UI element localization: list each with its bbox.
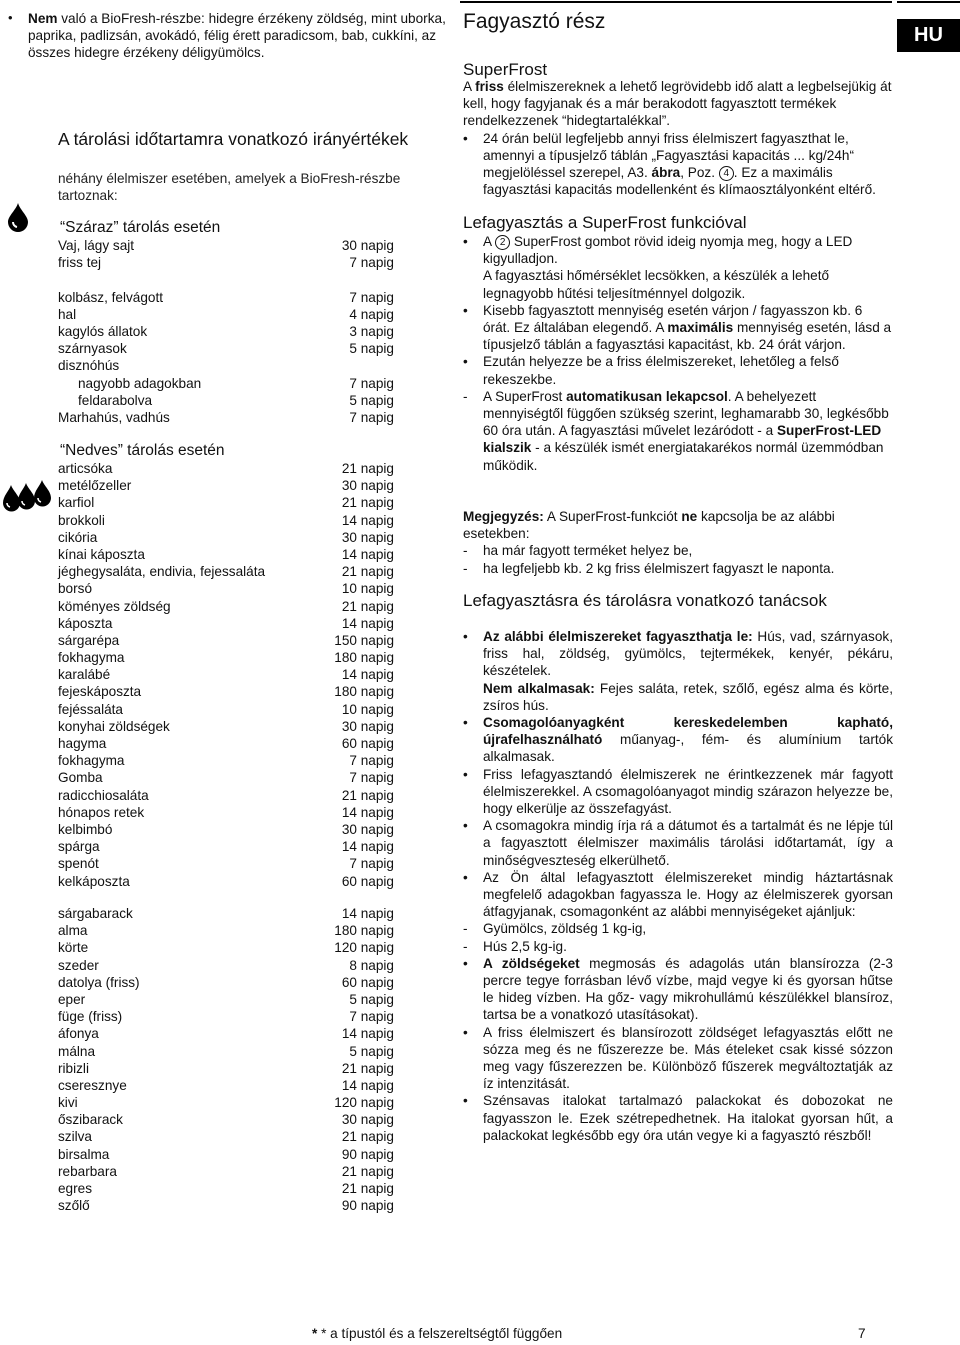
superfrost-heading: SuperFrost	[463, 60, 548, 79]
tip-8: • Szénsavas italokat tartalmazó palackokat és dobozokat ne fagyasszon le. Ezek szétrepedhetnek. Ha italokat gyorsan hűt, a palackokat legkésőbb egy óra után vegye ki a fagyasztó részből!	[463, 1093, 893, 1143]
superfrost-button-badge: 2	[495, 235, 510, 250]
food-name: alma	[58, 923, 88, 939]
storage-duration: 5 napig	[349, 341, 394, 357]
food-name: kivi	[58, 1095, 78, 1111]
storage-row	[58, 1180, 394, 1197]
food-name: metélőzeller	[58, 478, 132, 494]
food-name: kelkáposzta	[58, 873, 130, 889]
food-name: fejeskáposzta	[58, 684, 142, 700]
storage-row	[58, 991, 394, 1008]
storage-row	[58, 769, 394, 786]
storage-row	[58, 323, 394, 340]
storage-row	[58, 529, 394, 546]
tip-5: • Az Ön által lefagyasztott élelmiszereket mindig háztartásnak megfelelő adagokban fagyassza le. Hogy az élelmiszerek gyorsan átfagyjanak, csomagonként az alábbi mennyiségeket ajánljuk:	[463, 869, 893, 920]
storage-row	[58, 1025, 394, 1042]
activation-heading: Lefagyasztás a SuperFrost funkcióval	[463, 213, 747, 232]
storage-heading: A tárolási időtartamra vonatkozó irányértékek	[58, 129, 409, 149]
dash-marker: -	[463, 921, 468, 937]
storage-duration: 7 napig	[349, 255, 394, 271]
top-rule	[460, 1, 892, 3]
language-badge: HU	[897, 19, 960, 52]
food-name: fokhagyma	[58, 753, 125, 769]
food-name: kagylós állatok	[58, 323, 148, 339]
storage-duration: 90 napig	[341, 1198, 394, 1214]
storage-row	[58, 1128, 394, 1145]
footer-note: * * a típustól és a felszereltségtől függően	[312, 1326, 563, 1341]
storage-row	[58, 787, 394, 804]
food-name: őszibarack	[58, 1112, 123, 1128]
storage-row	[58, 649, 394, 666]
storage-row	[58, 683, 394, 700]
activation-step-1: • A 2 SuperFrost gombot rövid ideig nyomja meg, hogy a LED kigyulladjon.	[463, 234, 853, 267]
tip-5-meat: - Hús 2,5 kg-ig.	[463, 938, 567, 954]
dash-marker: -	[463, 388, 468, 404]
storage-duration: 21 napig	[341, 564, 394, 580]
tip-2: • Csomagolóanyagként kereskedelemben kapható, újrafelhasználható műanyag-, fém- és alumínium tartók alkalmasak.	[463, 715, 893, 765]
food-name: szilva	[58, 1129, 92, 1145]
food-name: disznóhús	[58, 358, 120, 374]
bullet-icon: •	[463, 302, 468, 318]
bullet-icon: •	[463, 766, 468, 782]
bullet-icon: •	[463, 955, 468, 971]
storage-row	[58, 289, 394, 306]
bullet-icon: •	[463, 715, 468, 731]
food-name: cseresznye	[58, 1077, 127, 1093]
storage-duration: 7 napig	[349, 1009, 394, 1025]
bullet-icon: •	[463, 1024, 468, 1040]
bullet-icon: •	[463, 629, 468, 644]
storage-row	[58, 1146, 394, 1163]
tips-heading: Lefagyasztásra és tárolásra vonatkozó tanácsok	[463, 591, 827, 610]
food-name: feldarabolva	[78, 392, 153, 408]
storage-row	[58, 821, 394, 838]
position-number-badge: 4	[719, 166, 734, 181]
storage-duration: 14 napig	[341, 615, 394, 631]
activation-step-3: • Ezután helyezze be a friss élelmiszereket, lehetőleg a felső rekeszekbe.	[463, 354, 839, 387]
storage-duration: 21 napig	[341, 1181, 394, 1196]
food-name: cikória	[58, 529, 98, 545]
storage-duration: 30 napig	[341, 718, 394, 734]
dash-marker: -	[463, 938, 468, 954]
bullet-icon: •	[463, 869, 468, 885]
intro-bold: Nem	[28, 11, 58, 26]
storage-row	[58, 392, 394, 409]
storage-duration: 7 napig	[349, 856, 394, 872]
food-name: málna	[58, 1043, 96, 1059]
food-name: hónapos retek	[58, 804, 145, 820]
food-name: áfonya	[58, 1026, 99, 1042]
storage-duration: 30 napig	[341, 1112, 394, 1128]
storage-row	[58, 340, 394, 357]
storage-duration: 7 napig	[349, 770, 394, 786]
storage-row	[58, 666, 394, 683]
storage-duration: 60 napig	[341, 736, 394, 751]
storage-duration: 5 napig	[349, 1043, 394, 1059]
storage-duration: 180 napig	[334, 923, 394, 939]
storage-duration: 150 napig	[334, 632, 394, 648]
storage-row	[58, 1163, 394, 1180]
food-name: kelbimbó	[58, 821, 113, 837]
storage-duration: 21 napig	[341, 461, 394, 476]
storage-row	[58, 494, 394, 511]
food-name: fejéssaláta	[58, 701, 123, 717]
tip-1: • Az alábbi élelmiszereket fagyaszthatja le: Hús, vad, szárnyasok, friss hal, zöldség, gyümölcs, tejtermékek, kenyér, pékáru, készételek.	[463, 629, 893, 679]
page-number: 7	[858, 1326, 866, 1341]
storage-row	[58, 460, 394, 477]
food-name: spenót	[58, 856, 99, 872]
storage-row	[58, 306, 394, 323]
food-name: articsóka	[58, 461, 113, 476]
storage-row	[58, 804, 394, 821]
tip-7: • A friss élelmiszert és blansírozott zöldséget lefagyasztás előtt ne sózza meg és ne fűszerezze be. Más ételeket csak kissé sózzon meg vagy fűszerezzen be. Különböző fűszerek megváltoztatják az íz intenzitását.	[463, 1024, 893, 1092]
storage-duration: 60 napig	[341, 974, 394, 990]
food-name: birsalma	[58, 1146, 110, 1162]
food-name: borsó	[58, 581, 93, 597]
storage-row	[58, 580, 394, 597]
superfrost-paragraph: A friss élelmiszereknek a lehető legrövidebb idő alatt a legbelsejükig át kell, hogy fagyjanak és a már berakodott fagyasztott termékek rendelkezzenek “hidegtartalékkal”.	[463, 79, 892, 129]
food-name: Marhahús, vadhús	[58, 409, 170, 425]
storage-duration: 7 napig	[349, 289, 394, 305]
bullet-icon: •	[463, 234, 468, 249]
activation-block	[463, 233, 893, 474]
storage-row	[58, 254, 394, 271]
activation-step-1-cont: A fagyasztási hőmérséklet lecsökken, a készülék a lehető legnagyobb hűtési teljesítménnyel dolgozik.	[483, 268, 830, 301]
storage-row	[58, 701, 394, 718]
bullet-icon: •	[463, 818, 468, 834]
dash-marker: -	[463, 560, 468, 576]
storage-row	[58, 1008, 394, 1025]
food-name: Vaj, lágy sajt	[58, 238, 135, 253]
storage-row	[58, 855, 394, 872]
food-name: nagyobb adagokban	[78, 375, 202, 391]
storage-row	[58, 477, 394, 494]
storage-duration: 180 napig	[334, 684, 394, 700]
storage-duration: 7 napig	[349, 409, 394, 425]
food-name: füge (friss)	[58, 1009, 123, 1025]
food-name: fokhagyma	[58, 650, 125, 666]
storage-duration: 60 napig	[341, 873, 394, 889]
dry-storage-list	[58, 237, 394, 426]
tip-5-fruit-veg: - Gyümölcs, zöldség 1 kg-ig,	[463, 921, 647, 937]
storage-duration: 10 napig	[341, 701, 394, 717]
tip-3: • Friss lefagyasztandó élelmiszerek ne érintkezzenek már fagyott élelmiszerekkel. A csomagolóanyagot mindig szárazon helyezze be, hogy elkerülje az összefagyást.	[463, 766, 893, 817]
storage-duration: 4 napig	[349, 306, 394, 322]
food-name: szárnyasok	[58, 341, 127, 357]
food-name: eper	[58, 991, 86, 1007]
storage-duration: 5 napig	[349, 991, 394, 1007]
food-name: sárgabarack	[58, 906, 133, 921]
storage-duration: 3 napig	[349, 323, 394, 339]
storage-duration: 14 napig	[341, 839, 394, 855]
food-name: radicchiosaláta	[58, 787, 149, 803]
storage-row	[58, 546, 394, 563]
wet-section-title: “Nedves” tárolás esetén	[60, 442, 225, 459]
storage-duration: 21 napig	[341, 787, 394, 803]
storage-duration: 14 napig	[341, 667, 394, 683]
storage-row	[58, 974, 394, 991]
storage-duration: 14 napig	[341, 1077, 394, 1093]
food-name: hal	[58, 306, 77, 322]
storage-duration: 14 napig	[341, 512, 394, 528]
bullet-icon: •	[463, 1093, 468, 1109]
food-name: egres	[58, 1181, 93, 1196]
storage-row	[58, 563, 394, 580]
bullet-icon: •	[463, 354, 468, 370]
storage-row	[58, 512, 394, 529]
food-name: sárgarépa	[58, 632, 120, 648]
storage-duration: 14 napig	[341, 546, 394, 562]
wet-fruits-list	[58, 905, 394, 1214]
superfrost-block	[463, 78, 893, 198]
food-name: karfiol	[58, 495, 95, 511]
storage-row	[58, 409, 394, 426]
storage-row	[58, 1060, 394, 1077]
food-name: kínai káposzta	[58, 546, 145, 562]
storage-row	[58, 1111, 394, 1128]
top-rule-badge	[897, 1, 960, 3]
storage-duration: 10 napig	[341, 581, 394, 597]
note-paragraph: Megjegyzés: A SuperFrost-funkciót ne kapcsolja be az alábbi esetekben:	[463, 509, 835, 542]
food-name: szeder	[58, 957, 99, 973]
tip-6: • A zöldségeket megmosás és adagolás után blansírozza (2-3 percre tegye forrásban lévő vízbe, majd vegye ki és gyorsan hűtse le hideg vízben. Ha gőz- vagy mikrohullámú készülékkel blansíroz, tartsa be a vonatkozó utasításokat).	[463, 955, 893, 1023]
activation-step-2: • Kisebb fagyasztott mennyiség esetén várjon / fagyasszon kb. 6 órát. Ez általában elegendő. A maximális mennyiség esetén, lásd a típusjelző táblán a fagyasztási kapacitást, kb. 24 órát várjon.	[463, 302, 892, 353]
storage-row	[58, 598, 394, 615]
intro-text: való a BioFresh-részbe: hidegre érzékeny zöldség, mint uborka, paprika, padlizsán, avokádó, félig érett paradicsom, bab, cukkíni, az összes hidegre érzékeny déligyümölcs.	[28, 11, 446, 61]
tips-block	[463, 628, 893, 1144]
storage-row	[58, 615, 394, 632]
section-title: Fagyasztó rész	[463, 10, 606, 33]
storage-duration: 5 napig	[349, 392, 394, 408]
food-name: konyhai zöldségek	[58, 718, 170, 734]
storage-row	[58, 1077, 394, 1094]
food-name: datolya (friss)	[58, 974, 140, 990]
food-name: karalábé	[58, 667, 111, 683]
food-name: kolbász, felvágott	[58, 289, 164, 305]
note-block	[463, 508, 893, 577]
storage-row	[58, 632, 394, 649]
food-name: köményes zöldség	[58, 598, 171, 614]
triple-drop-icon	[2, 479, 52, 515]
storage-duration: 21 napig	[341, 1060, 394, 1076]
storage-duration: 120 napig	[334, 940, 394, 956]
storage-subheading: néhány élelmiszer esetében, amelyek a BioFresh-részbe tartoznak:	[58, 171, 401, 204]
storage-duration: 14 napig	[341, 906, 394, 921]
storage-duration: 30 napig	[341, 821, 394, 837]
food-name: brokkoli	[58, 512, 105, 528]
note-case-2: - ha legfeljebb kb. 2 kg friss élelmiszert fagyaszt le naponta.	[463, 560, 835, 576]
storage-duration: 90 napig	[341, 1146, 394, 1162]
dry-section-title: “Száraz” tárolás esetén	[60, 219, 221, 236]
storage-row	[58, 1094, 394, 1111]
storage-row	[58, 718, 394, 735]
storage-row	[58, 957, 394, 974]
storage-row	[58, 735, 394, 752]
storage-duration: 21 napig	[341, 1129, 394, 1145]
list-spacer	[58, 271, 394, 288]
storage-duration: 7 napig	[349, 753, 394, 769]
storage-row	[58, 922, 394, 939]
storage-duration: 14 napig	[341, 804, 394, 820]
food-name: szőlő	[58, 1198, 90, 1214]
bullet-icon: •	[8, 10, 13, 25]
food-name: rebarbara	[58, 1163, 117, 1179]
storage-row	[58, 1197, 394, 1214]
storage-duration: 30 napig	[341, 478, 394, 494]
food-name: friss tej	[58, 255, 102, 271]
wet-vegetables-list	[58, 460, 394, 890]
storage-row	[58, 838, 394, 855]
food-name: spárga	[58, 839, 100, 855]
storage-row	[58, 237, 394, 254]
food-name: káposzta	[58, 615, 113, 631]
intro-bullet	[8, 10, 448, 62]
storage-duration: 14 napig	[341, 1026, 394, 1042]
note-case-1: - ha már fagyott terméket helyez be,	[463, 543, 693, 559]
storage-duration: 7 napig	[349, 375, 394, 391]
storage-duration: 8 napig	[349, 957, 394, 973]
storage-row	[58, 375, 394, 392]
food-name: ribizli	[58, 1060, 89, 1076]
storage-duration: 30 napig	[341, 529, 394, 545]
storage-row	[58, 905, 394, 922]
food-name: hagyma	[58, 736, 107, 751]
storage-row	[58, 873, 394, 890]
storage-duration: 180 napig	[334, 650, 394, 666]
storage-duration: 21 napig	[341, 598, 394, 614]
storage-row	[58, 752, 394, 769]
storage-duration: 30 napig	[341, 238, 394, 253]
storage-row	[58, 357, 394, 374]
tip-4: • A csomagokra mindig írja rá a dátumot és a tartalmát és ne lépje túl a fagyasztott élelmiszer maximális tárolási időtartamát, így a minőségveszteség elkerülhető.	[463, 818, 893, 868]
storage-row	[58, 1043, 394, 1060]
food-name: jéghegysaláta, endivia, fejessaláta	[58, 564, 266, 580]
storage-row	[58, 939, 394, 956]
single-drop-icon	[7, 202, 29, 232]
tip-1-not-suitable: Nem alkalmasak: Fejes saláta, retek, szőlő, egész alma és körte, zsíros hús.	[483, 680, 893, 713]
food-name: körte	[58, 940, 89, 956]
activation-auto-off: - A SuperFrost automatikusan lekapcsol. A behelyezett mennyiségtől függően szükség szerint, leghamarabb 30, legkésőbb 60 óra után. A fagyasztási művelet lezáródott - a SuperFrost-LED kialszik - a készülék ismét energiatakarékos normál üzemmódban működik.	[463, 388, 889, 473]
storage-duration: 21 napig	[341, 495, 394, 511]
storage-duration: 120 napig	[334, 1095, 394, 1111]
food-name: Gomba	[58, 770, 103, 786]
bullet-icon: •	[463, 130, 468, 146]
storage-duration: 21 napig	[341, 1163, 394, 1179]
dash-marker: -	[463, 543, 468, 559]
capacity-bullet: • 24 órán belül legfeljebb annyi friss élelmiszert fagyaszthat le, amennyi a típusjelző táblán „Fagyasztási kapacitás ... kg/24h“ megjelöléssel szerepel, A3. ábra, Poz. 4 . Ez a maximális fagyasztási kapacitás modellenként és klímaosztályonként eltérő.	[463, 130, 876, 198]
